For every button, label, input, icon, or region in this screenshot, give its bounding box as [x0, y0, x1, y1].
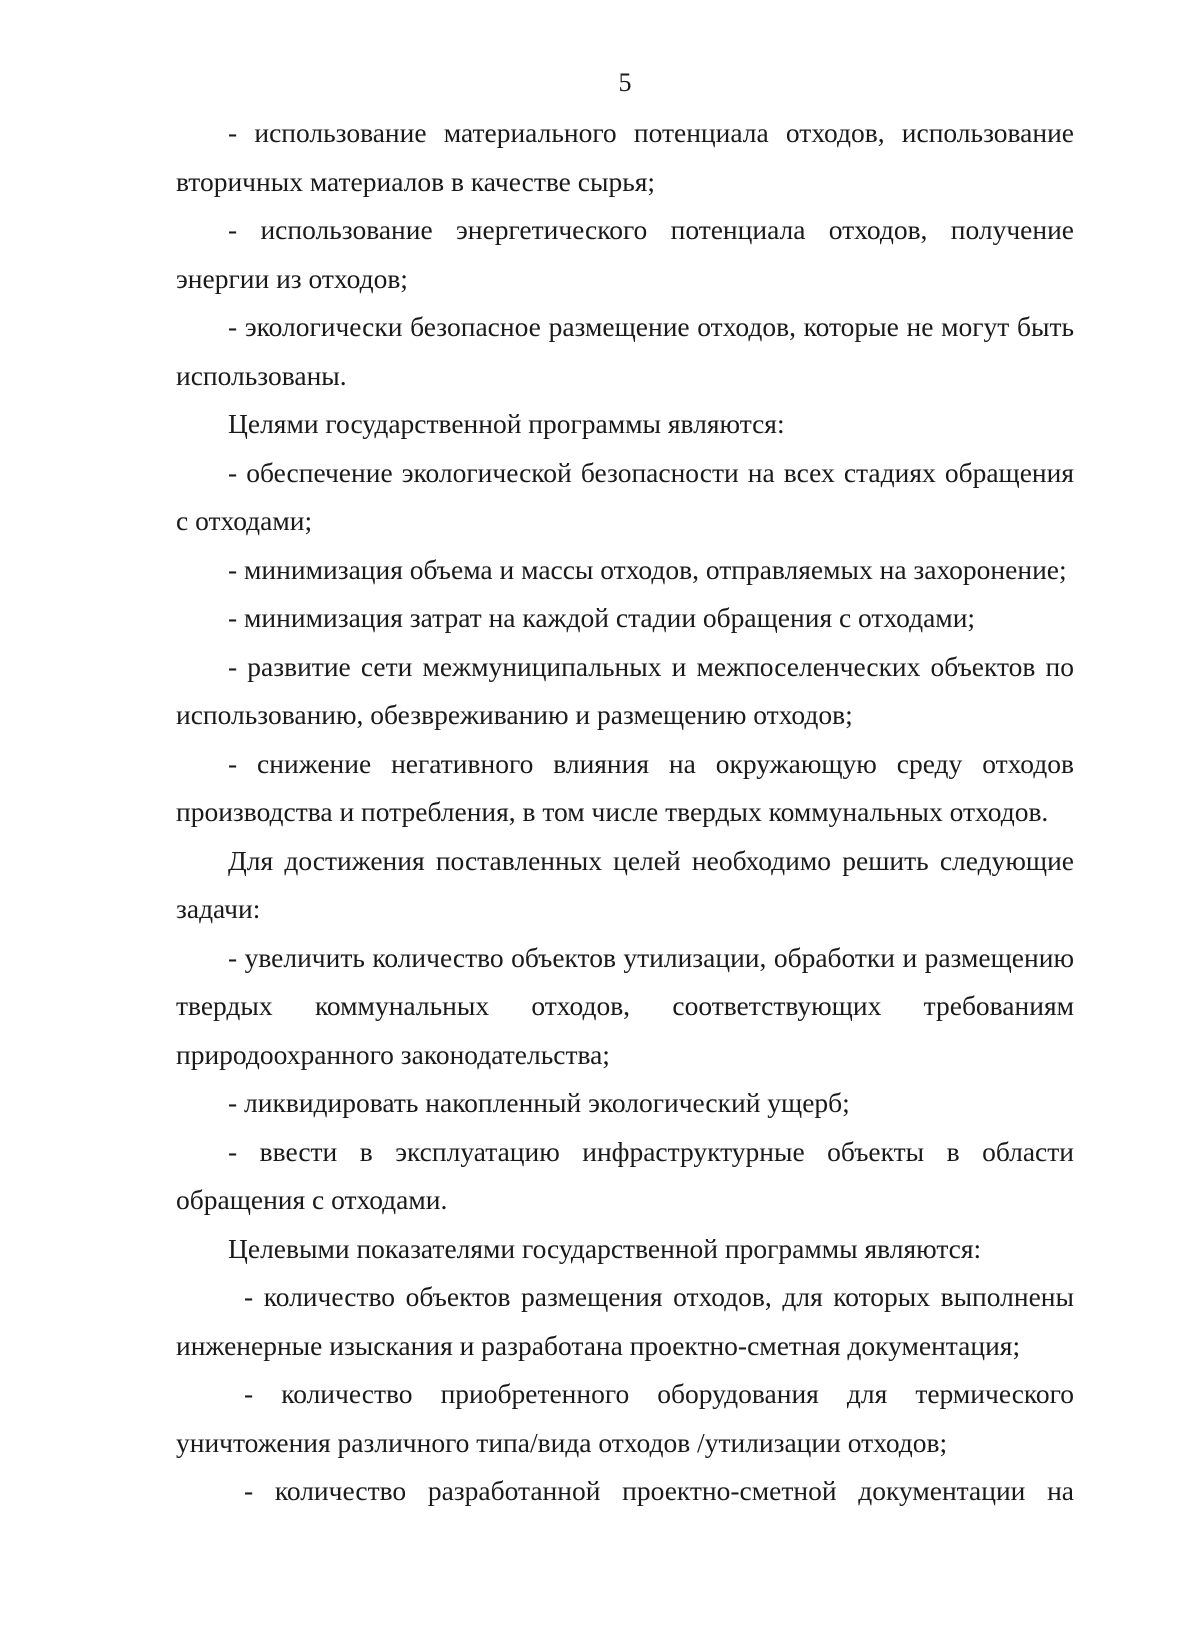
- paragraph-goal-reduce-impact: - снижение негативного влияния на окружающую среду отходов производства и потребления, в том числе твердых коммунальных отходов.: [176, 747, 1074, 827]
- paragraph-tasks-heading: Для достижения поставленных целей необходимо решить следующие задачи:: [176, 844, 1074, 924]
- paragraph-goals-heading: Целями государственной программы являются:: [228, 408, 785, 439]
- document-body: [176, 109, 1074, 1516]
- paragraph-indicator-documentation: - количество разработанной проектно-сметной документации на: [244, 1475, 1074, 1506]
- paragraph-material-potential: - использование материального потенциала отходов, использование вторичных материалов в качестве сырья;: [176, 117, 1074, 197]
- paragraph-goal-minimize-costs: - минимизация затрат на каждой стадии обращения с отходами;: [228, 602, 976, 633]
- paragraph-indicator-equipment: - количество приобретенного оборудования для термического уничтожения различного типа/вида отходов /утилизации отходов;: [176, 1378, 1074, 1458]
- paragraph-indicators-heading: Целевыми показателями государственной программы являются:: [228, 1232, 982, 1264]
- paragraph-safe-placement: - экологически безопасное размещение отходов, которые не могут быть использованы.: [176, 311, 1074, 391]
- paragraph-task-eliminate-damage: - ликвидировать накопленный экологический ущерб;: [228, 1087, 850, 1118]
- paragraph-goal-network: - развитие сети межмуниципальных и межпоселенческих объектов по использованию, обезвреживанию и размещению отходов;: [176, 650, 1074, 730]
- paragraph-task-commission: - ввести в эксплуатацию инфраструктурные объекты в области обращения с отходами.: [176, 1135, 1074, 1215]
- paragraph-goal-safety: - обеспечение экологической безопасности на всех стадиях обращения с отходами;: [176, 456, 1074, 536]
- paragraph-goal-minimize-volume: - минимизация объема и массы отходов, отправляемых на захоронение;: [228, 553, 1067, 585]
- page-number: 5: [618, 68, 632, 97]
- paragraph-energy-potential: - использование энергетического потенциала отходов, получение энергии из отходов;: [176, 214, 1074, 294]
- paragraph-indicator-sites: - количество объектов размещения отходов, для которых выполнены инженерные изыскания и разработана проектно-сметная документация;: [176, 1281, 1074, 1361]
- paragraph-task-increase-facilities: - увеличить количество объектов утилизации, обработки и размещению твердых коммунальных отходов, соответствующих требованиям природоохранного законодательства;: [176, 941, 1074, 1070]
